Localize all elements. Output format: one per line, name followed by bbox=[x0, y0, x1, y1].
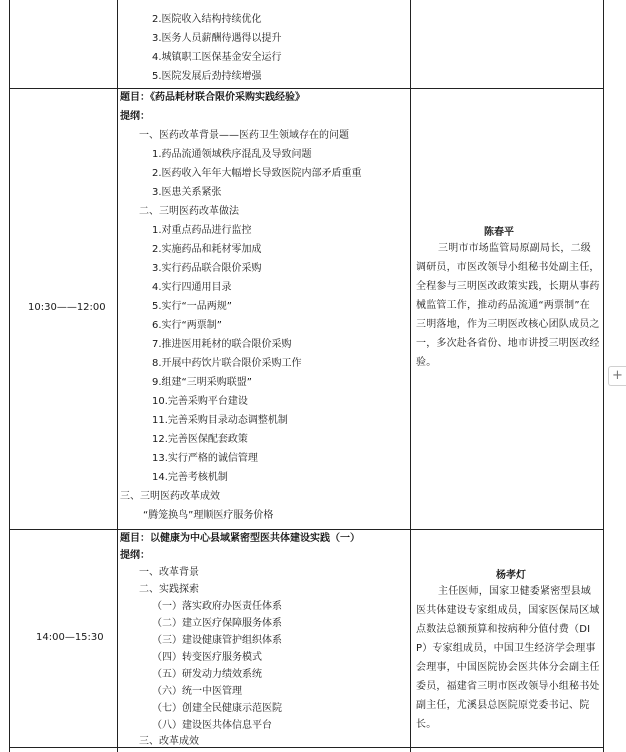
outline-item: 1.药品流通领域秩序混乱及导致问题 bbox=[152, 149, 312, 160]
outline-item: 13.实行严格的诚信管理 bbox=[152, 453, 258, 464]
outline-item: （七）创建全民健康示范医院 bbox=[152, 703, 282, 714]
speaker-name: 陈春平 bbox=[484, 227, 514, 238]
outline-item: 3.医患关系紧张 bbox=[152, 187, 222, 198]
outline-item: 4.实行四通用目录 bbox=[152, 282, 232, 293]
outline-item: 10.完善采购平台建设 bbox=[152, 396, 248, 407]
outline-section: 一、医药改革背景——医药卫生领域存在的问题 bbox=[139, 130, 349, 141]
outline-item: 3.实行药品联合限价采购 bbox=[152, 263, 262, 274]
outline-item: 9.组建“三明采购联盟” bbox=[152, 377, 252, 388]
speaker-name: 杨孝灯 bbox=[496, 570, 526, 581]
session-title: 题目：以健康为中心县域紧密型医共体建设实践（一） bbox=[120, 533, 360, 544]
outline-item: 5.医院发展后劲持续增强 bbox=[152, 71, 262, 82]
outline-item: 12.完善医保配套政策 bbox=[152, 434, 248, 445]
outline-item: （二）建立医疗保障服务体系 bbox=[152, 618, 282, 629]
outline-item: 11.完善采购目录动态调整机制 bbox=[152, 415, 288, 426]
outline-item: 14.完善考核机制 bbox=[152, 472, 228, 483]
outline-item: （三）建设健康管护组织体系 bbox=[152, 635, 282, 646]
outline-item: 6.实行“两票制” bbox=[152, 320, 222, 331]
add-button[interactable]: + bbox=[608, 366, 626, 386]
table-border-time-col bbox=[117, 0, 118, 752]
outline-item: （五）研发动力绩效系统 bbox=[152, 669, 262, 680]
outline-item: 8.开展中药饮片联合限价采购工作 bbox=[152, 358, 302, 369]
session-title: 题目：《药品耗材联合限价采购实践经验》 bbox=[120, 92, 305, 103]
outline-item: 7.推进医用耗材的联合限价采购 bbox=[152, 339, 292, 350]
outline-item: （六）统一中医管理 bbox=[152, 686, 242, 697]
session-time: 14:00—15:30 bbox=[36, 632, 104, 643]
table-border-right bbox=[603, 0, 604, 752]
session-time: 10:30——12:00 bbox=[28, 302, 106, 313]
outline-section: 一、改革背景 bbox=[139, 567, 199, 578]
table-border-left bbox=[9, 0, 10, 752]
outline-label: 提纲： bbox=[120, 550, 150, 561]
outline-item: 2.实施药品和耗材零加成 bbox=[152, 244, 262, 255]
outline-item: 4.城镇职工医保基金安全运行 bbox=[152, 52, 282, 63]
outline-item: 3.医务人员薪酬待遇得以提升 bbox=[152, 33, 282, 44]
outline-item: 5.实行“一品两规” bbox=[152, 301, 232, 312]
outline-item: （四）转变医疗服务模式 bbox=[152, 652, 262, 663]
outline-label: 提纲： bbox=[120, 111, 150, 122]
outline-section: 二、实践探索 bbox=[139, 584, 199, 595]
outline-item: （八）建设医共体信息平台 bbox=[152, 720, 272, 731]
table-border-speaker-col bbox=[410, 0, 411, 752]
outline-item: （一）落实政府办医责任体系 bbox=[152, 601, 282, 612]
outline-item: 2.医药收入年年大幅增长导致医院内部矛盾重重 bbox=[152, 168, 362, 179]
outline-section: 三、改革成效 bbox=[139, 736, 199, 747]
outline-section: 三、三明医药改革成效 bbox=[120, 491, 220, 502]
outline-section: 二、三明医药改革做法 bbox=[139, 206, 239, 217]
table-border-bottom bbox=[9, 747, 604, 748]
outline-item: 1.对重点药品进行监控 bbox=[152, 225, 252, 236]
row-divider bbox=[9, 88, 604, 89]
speaker-bio: 主任医师，国家卫健委紧密型县域医共体建设专家组成员，国家医保局区域点数法总额预算和按病种分值付费（DIP）专家组成员，中国卫生经济学会理事会理事，中国医院协会医共体分会副主任委员，福建省三明市医改领导小组秘书处副主任，尤溪县总医院原党委书记、院长。 bbox=[416, 586, 600, 730]
outline-item: 2.医院收入结构持续优化 bbox=[152, 14, 262, 25]
outline-item: “腾笼换鸟”理顺医疗服务价格 bbox=[143, 510, 274, 521]
speaker-bio: 三明市市场监管局原副局长，二级调研员，市医改领导小组秘书处副主任，全程参与三明医改政策实践，长期从事药械监管工作，推动药品流通“两票制”在三明落地，作为三明医改核心团队成员之一，多次赴各省份、地市讲授三明医改经验。 bbox=[416, 243, 600, 368]
row-divider bbox=[9, 529, 604, 530]
